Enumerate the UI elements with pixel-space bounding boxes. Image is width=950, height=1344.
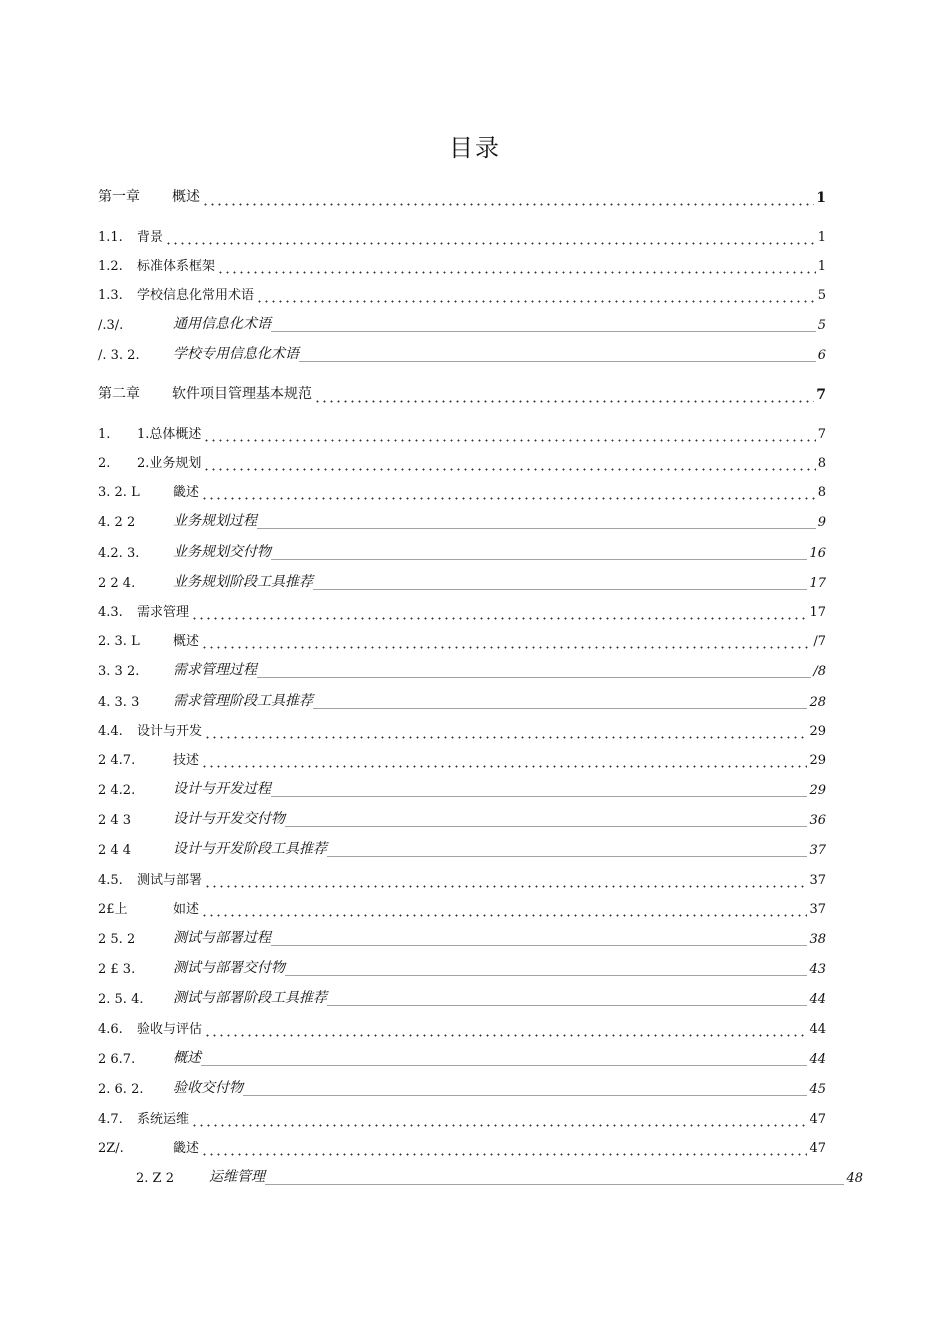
toc-entry-number: 2£上: [98, 902, 128, 917]
toc-entry-number: 2 4.7.: [98, 753, 136, 768]
toc-entry-title: 学校信息化常用术语: [137, 288, 255, 303]
toc-dot-leader: [256, 289, 816, 303]
toc-entry[interactable]: [98, 866, 826, 888]
toc-entry-number: 2. 5. 4.: [98, 992, 144, 1007]
toc-entry-number: 2.: [98, 456, 111, 471]
toc-entry-number: 1.: [98, 427, 111, 442]
toc-entry[interactable]: [98, 1105, 826, 1127]
toc-entry[interactable]: [98, 478, 826, 500]
toc-entry-page-number: 43: [809, 962, 826, 977]
toc-entry-page-number: 17: [809, 576, 826, 591]
toc-dot-leader: [204, 1023, 807, 1037]
toc-entry[interactable]: [98, 1045, 826, 1067]
toc-entry-number: 4.6.: [98, 1022, 123, 1037]
toc-entry-number: 2. 6. 2.: [98, 1082, 144, 1097]
toc-entry-page-number: 37: [809, 843, 826, 858]
toc-entry-title: 标准体系框架: [137, 259, 216, 274]
toc-entry-title: 1.总体概述: [137, 427, 202, 442]
toc-entry-number: 1.3.: [98, 288, 123, 303]
toc-entry-number: 2 5. 2: [98, 932, 136, 947]
toc-dot-leader: [202, 192, 814, 206]
toc-entry-number: 2Z/.: [98, 1141, 124, 1156]
toc-entry-page-number: 47: [809, 1112, 826, 1127]
toc-dot-leader: [299, 349, 816, 363]
toc-dot-leader: [191, 1113, 807, 1127]
toc-entry-number: /.3/.: [98, 318, 124, 333]
toc-entry-title: 需求管理: [137, 605, 190, 620]
toc-entry-number: 2 4 4: [98, 843, 132, 858]
toc-entry[interactable]: [98, 184, 826, 206]
toc-entry-title: 畿述: [173, 485, 200, 500]
toc-entry[interactable]: [136, 1164, 863, 1186]
toc-entry-title: 软件项目管理基本规范: [172, 386, 312, 402]
toc-entry-title: 设计与开发阶段工具推荐: [173, 841, 327, 857]
toc-dot-leader: [314, 389, 814, 403]
toc-entry[interactable]: [98, 223, 826, 245]
toc-entry-title: 业务规划交付物: [173, 544, 271, 560]
toc-entry[interactable]: [98, 688, 826, 710]
toc-dot-leader: [201, 1142, 807, 1156]
toc-entry-title: 2.业务规划: [137, 456, 202, 471]
toc-entry-number: 3. 2. L: [98, 485, 140, 500]
toc-entry-page-number: 6: [817, 348, 826, 363]
toc-dot-leader: [271, 319, 816, 333]
toc-entry-page-number: 8: [817, 485, 826, 500]
toc-entry[interactable]: [98, 627, 826, 649]
toc-entry-page-number: 5: [817, 288, 826, 303]
toc-entry-page-number: 7: [817, 427, 826, 442]
toc-entry-page-number: /8: [813, 664, 826, 679]
toc-entry-page-number: 29: [809, 724, 826, 739]
toc-dot-leader: [204, 874, 807, 888]
toc-entry-title: 验收交付物: [173, 1080, 243, 1096]
toc-entry-title: 畿述: [173, 1141, 200, 1156]
toc-entry[interactable]: [98, 955, 826, 977]
toc-dot-leader: [217, 260, 816, 274]
toc-entry-page-number: 44: [809, 1022, 826, 1037]
toc-entry-number: 4.2. 3.: [98, 546, 140, 561]
toc-entry-title: 测试与部署: [137, 873, 203, 888]
toc-entry[interactable]: [98, 598, 826, 620]
toc-entry-number: 2 6.7.: [98, 1052, 136, 1067]
toc-dot-leader: [257, 516, 816, 530]
toc-entry-number: 1.1.: [98, 230, 123, 245]
toc-entry-title: 测试与部署交付物: [173, 960, 285, 976]
toc-entry[interactable]: [98, 539, 826, 561]
toc-entry-number: 2 4.2.: [98, 783, 136, 798]
toc-entry-title: 技述: [173, 753, 200, 768]
toc-entry-number: 2 £ 3.: [98, 962, 136, 977]
toc-entry[interactable]: [98, 1075, 826, 1097]
toc-entry[interactable]: [98, 381, 826, 403]
toc-entry-number: 2 4 3: [98, 813, 132, 828]
toc-entry-number: 4.5.: [98, 873, 123, 888]
toc-entry-number: 2. 3. L: [98, 634, 140, 649]
toc-entry[interactable]: [98, 420, 826, 442]
toc-dot-leader: [204, 725, 807, 739]
toc-dot-leader: [203, 428, 815, 442]
toc-dot-leader: [201, 903, 807, 917]
toc-dot-leader: [257, 665, 811, 679]
toc-dot-leader: [285, 963, 807, 977]
toc-entry-title: 设计与开发交付物: [173, 811, 285, 827]
toc-entry-page-number: 16: [809, 546, 826, 561]
toc-dot-leader: [313, 577, 807, 591]
toc-entry[interactable]: [98, 341, 826, 363]
toc-entry-title: 测试与部署阶段工具推荐: [173, 990, 327, 1006]
toc-entry[interactable]: [98, 717, 826, 739]
toc-entry[interactable]: [98, 311, 826, 333]
toc-entry[interactable]: [98, 449, 826, 471]
toc-entry-title: 背景: [137, 230, 164, 245]
toc-entry-title: 验收与评估: [137, 1022, 203, 1037]
toc-entry[interactable]: [98, 252, 826, 274]
toc-entry-page-number: 29: [809, 783, 826, 798]
toc-entry[interactable]: [98, 895, 826, 917]
toc-dot-leader: [271, 933, 807, 947]
toc-entry-page-number: 37: [809, 902, 826, 917]
toc-dot-leader: [327, 844, 807, 858]
toc-entry[interactable]: [98, 281, 826, 303]
toc-entry-title: 如述: [173, 902, 200, 917]
toc-entry-page-number: 5: [817, 318, 826, 333]
toc-dot-leader: [201, 486, 816, 500]
toc-entry-page-number: 38: [809, 932, 826, 947]
toc-entry[interactable]: [98, 985, 826, 1007]
toc-entry[interactable]: [98, 569, 826, 591]
toc-entry-page-number: 9: [817, 515, 826, 530]
toc-dot-leader: [191, 606, 807, 620]
toc-dot-leader: [271, 784, 807, 798]
toc-entry[interactable]: [98, 925, 826, 947]
toc-entry-number: 第一章: [98, 189, 140, 205]
toc-entry-page-number: 1: [816, 190, 826, 206]
toc-entry-title: 业务规划阶段工具推荐: [173, 574, 313, 590]
toc-entry-title: 通用信息化术语: [173, 316, 271, 332]
toc-entry-number: 4.3.: [98, 605, 123, 620]
toc-entry-page-number: 44: [809, 1052, 826, 1067]
toc-entry[interactable]: [98, 1134, 826, 1156]
toc-entry-number: 4. 2 2: [98, 515, 136, 530]
toc-entry-title: 设计与开发过程: [173, 781, 271, 797]
toc-entry[interactable]: [98, 776, 826, 798]
toc-dot-leader: [313, 696, 807, 710]
toc-entry-page-number: 28: [809, 695, 826, 710]
toc-entry-page-number: 29: [809, 753, 826, 768]
page-title: 目录: [449, 134, 501, 162]
toc-entry-page-number: 37: [809, 873, 826, 888]
toc-entry-page-number: 44: [809, 992, 826, 1007]
toc-entry-number: 2 2 4.: [98, 576, 136, 591]
toc-entry-title: 设计与开发: [137, 724, 203, 739]
toc-dot-leader: [243, 1083, 807, 1097]
toc-entry-title: 运维管理: [209, 1169, 265, 1185]
toc-entry-page-number: 47: [809, 1141, 826, 1156]
toc-entry-number: 4. 3. 3: [98, 695, 140, 710]
toc-dot-leader: [285, 814, 807, 828]
toc-entry-title: 概述: [173, 1050, 201, 1066]
toc-entry-page-number: 1: [817, 230, 826, 245]
toc-dot-leader: [165, 231, 816, 245]
toc-entry-title: 系统运维: [137, 1112, 190, 1127]
toc-entry-page-number: 36: [809, 813, 826, 828]
toc-dot-leader: [201, 635, 811, 649]
toc-dot-leader: [265, 1172, 844, 1186]
toc-entry[interactable]: [98, 836, 826, 858]
toc-entry-page-number: 1: [817, 259, 826, 274]
toc-entry[interactable]: [98, 746, 826, 768]
toc-entry-title: 学校专用信息化术语: [173, 346, 299, 362]
toc-entry[interactable]: [98, 806, 826, 828]
toc-dot-leader: [271, 547, 807, 561]
toc-dot-leader: [327, 993, 807, 1007]
toc-entry[interactable]: [98, 1015, 826, 1037]
toc-entry-title: 业务规划过程: [173, 513, 257, 529]
toc-entry-page-number: 17: [809, 605, 826, 620]
toc-entry-title: 概述: [173, 634, 200, 649]
toc-entry[interactable]: [98, 508, 826, 530]
toc-dot-leader: [201, 1053, 807, 1067]
toc-entry-number: 1.2.: [98, 259, 123, 274]
toc-dot-leader: [203, 457, 815, 471]
toc-entry[interactable]: [98, 657, 826, 679]
toc-entry-number: 3. 3 2.: [98, 664, 140, 679]
toc-entry-title: 需求管理阶段工具推荐: [173, 693, 313, 709]
toc-entry-number: 第二章: [98, 386, 140, 402]
toc-entry-page-number: 45: [809, 1082, 826, 1097]
toc-entry-number: 2. Z 2: [136, 1171, 174, 1186]
toc-entry-page-number: 8: [817, 456, 826, 471]
toc-entry-title: 测试与部署过程: [173, 930, 271, 946]
toc-entry-title: 需求管理过程: [173, 662, 257, 678]
toc-entry-title: 概述: [172, 189, 200, 205]
toc-entry-page-number: 48: [846, 1171, 863, 1186]
toc-entry-page-number: /7: [813, 634, 826, 649]
toc-entry-number: 4.7.: [98, 1112, 123, 1127]
toc-entry-number: /. 3. 2.: [98, 348, 140, 363]
toc-dot-leader: [201, 754, 807, 768]
toc-entry-page-number: 7: [816, 387, 826, 403]
toc-entry-number: 4.4.: [98, 724, 123, 739]
